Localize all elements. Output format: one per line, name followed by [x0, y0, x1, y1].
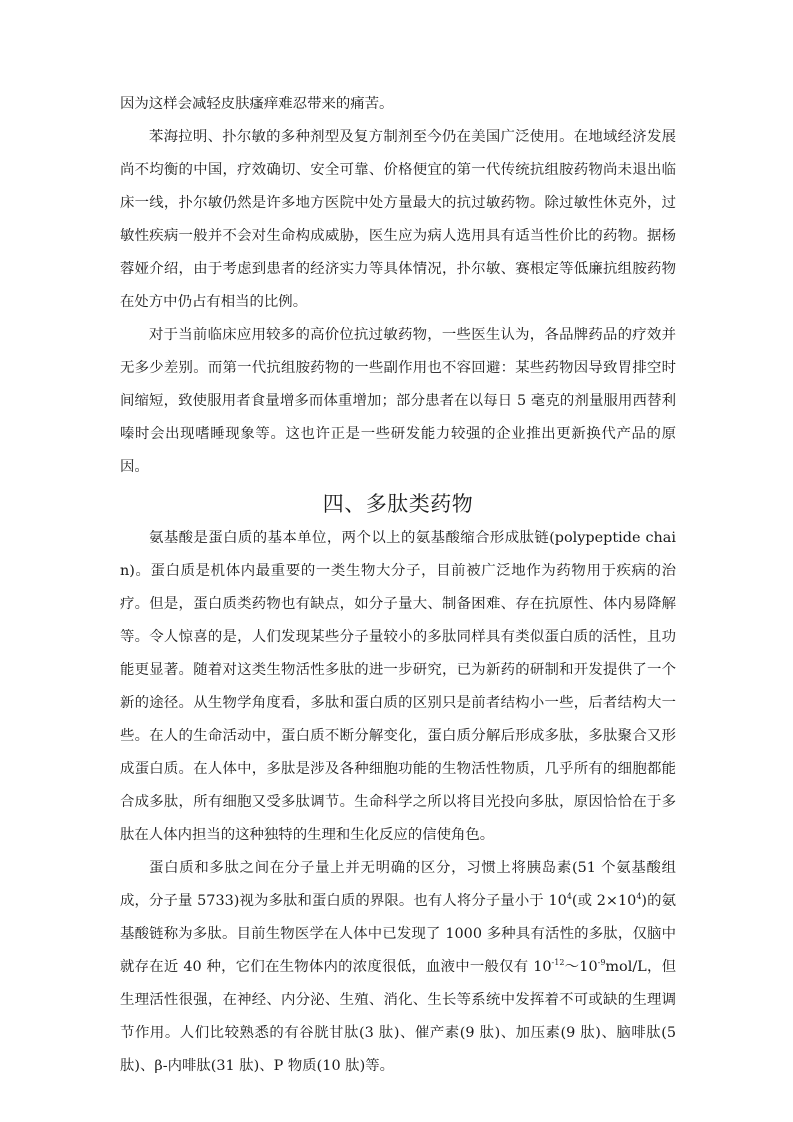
- text-run: mol/L，但生理活性很强，在神经、内分泌、生殖、消化、生长等系统中发挥着不可或缺的生理调节作用。人们比较熟悉的有谷胱甘肽(3 肽)、催产素(9 肽)、加压素(9 肽)、脑啡肽(5 肽)、β-内啡肽(31 肽)、P 物质(10 肽)等。: [120, 959, 676, 1074]
- paragraph-widely-used: 苯海拉明、扑尔敏的多种剂型及复方制剂至今仍在美国广泛使用。在地域经济发展尚不均衡的中国，疗效确切、安全可靠、价格便宜的第一代传统抗组胺药物尚未退出临床一线，扑尔敏仍然是许多地方医院中处方量最大的抗过敏药物。除过敏性休克外，过敏性疾病一般并不会对生命构成威胁，医生应为病人选用具有适当性价比的药物。据杨蓉娅介绍，由于考虑到患者的经济实力等具体情况，扑尔敏、赛根定等低廉抗组胺药物在处方中仍占有相当的比例。: [120, 129, 676, 310]
- document-page: [120, 88, 676, 1083]
- paragraph-intro-tail: 因为这样会减轻皮肤瘙痒难忍带来的痛苦。: [120, 96, 394, 112]
- superscript: 4: [566, 892, 572, 901]
- paragraph-boundary: [120, 852, 676, 1083]
- text-run: )的氨基酸链称为多肽。目前生物医学在人体中已发现了 1000 多种具有活性的多肽，仅脑中就存在近 40 种，它们在生物体内的浓度很低，血液中一般仅有 10: [120, 893, 677, 975]
- superscript: 4: [636, 892, 642, 901]
- paragraph-high-price: 对于当前临床应用较多的高价位抗过敏药物，一些医生认为，各品牌药品的疗效并无多少差别。而第一代抗组胺药物的一些副作用也不容回避：某些药物因导致胃排空时间缩短，致使服用者食量增多而体重增加；部分患者在以每日 5 毫克的剂量服用西替利嗪时会出现嗜睡现象等。这也许正是一些研发能力较强的企业推出更新换代产品的原因。: [120, 327, 676, 475]
- section-heading: 四、多肽类药物: [322, 492, 474, 516]
- text-run: (或 2×10: [571, 893, 637, 909]
- superscript: -12: [551, 958, 565, 967]
- paragraph-peptide-intro: 氨基酸是蛋白质的基本单位，两个以上的氨基酸缩合形成肽链(polypeptide chain)。蛋白质是机体内最重要的一类生物大分子，目前被广泛地作为药物用于疾病的治疗。但是，蛋白质类药物也有缺点，如分子量大、制备困难、存在抗原性、体内易降解等。令人惊喜的是，人们发现某些分子量较小的多肽同样具有类似蛋白质的活性，且功能更显著。随着对这类生物活性多肽的进一步研究，已为新药的研制和开发提供了一个新的途径。从生物学角度看，多肽和蛋白质的区别只是前者结构小一些，后者结构大一些。在人的生命活动中，蛋白质不断分解变化，蛋白质分解后形成多肽，多肽聚合又形成蛋白质。在人体中，多肽是涉及各种细胞功能的生物活性物质，几乎所有的细胞都能合成多肽，所有细胞又受多肽调节。生命科学之所以将目光投向多肽，原因恰恰在于多肽在人体内担当的这种独特的生理和生化反应的信使角色。: [120, 530, 676, 843]
- superscript: -9: [597, 958, 606, 967]
- text-run: ～10: [564, 959, 598, 975]
- text-run: 蛋白质和多肽之间在分子量上并无明确的区分，习惯上将胰岛素(51 个氨基酸组成，分子量 5733)视为多肽和蛋白质的界限。也有人将分子量小于 10: [120, 860, 676, 909]
